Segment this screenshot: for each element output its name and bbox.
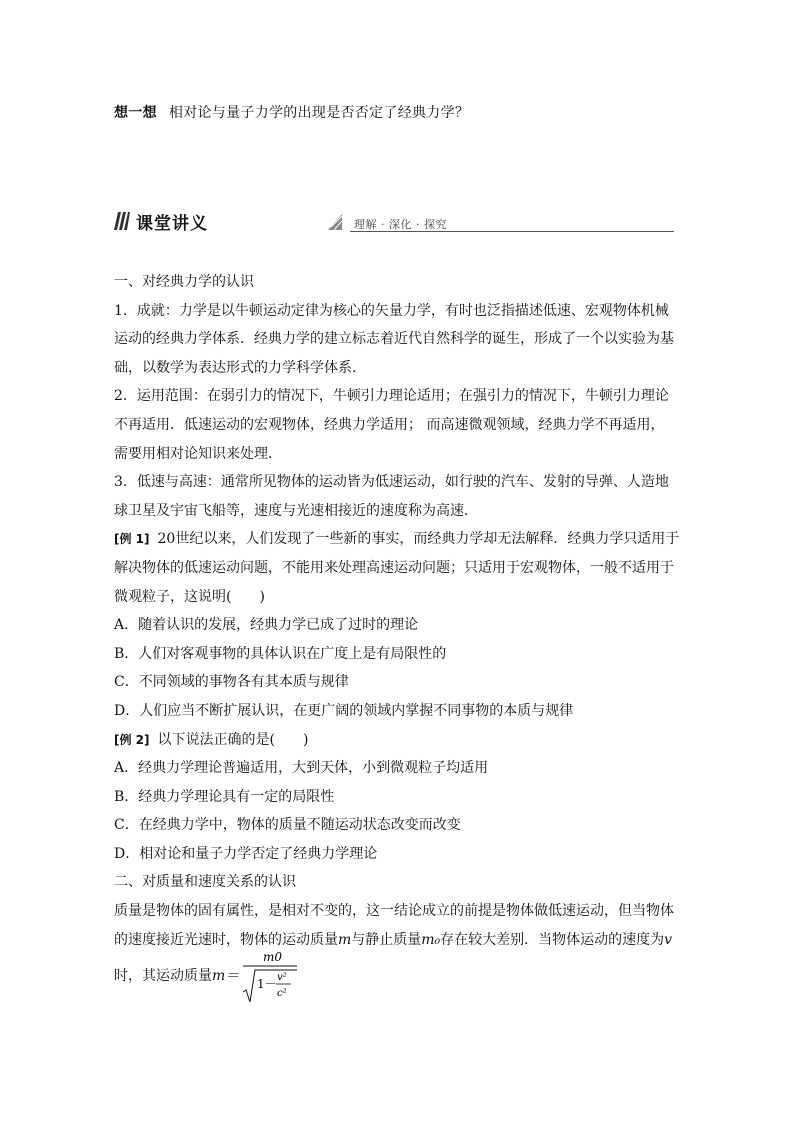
banner-subtitle: 理解 · 深化 · 探究 <box>354 218 447 231</box>
section2-heading: 二、对质量和速度关系的认识 <box>114 874 296 891</box>
example2-option-c: C．在经典力学中，物体的质量不随运动状态改变而改变 <box>114 817 461 834</box>
example1-option-c: C．不同领域的事物各有其本质与规律 <box>114 674 349 691</box>
example2-option-a: A．经典力学理论普遍适用，大到天体，小到微观粒子均适用 <box>114 760 489 777</box>
example1-stem-block <box>114 525 680 611</box>
banner-stripes-icon <box>114 212 130 230</box>
banner-rule <box>350 231 674 232</box>
var-m0: m₀ <box>421 931 441 948</box>
formula-den-num: v² <box>277 972 287 984</box>
section2-text-3: 存在较大差别．当物体运动的速度为 <box>440 931 665 948</box>
example2-stem: 以下说法正确的是( ) <box>157 731 309 748</box>
formula-den-one: 1－ <box>257 977 277 992</box>
example1-tag: [例 1] <box>114 532 150 547</box>
mass-formula <box>241 948 301 1004</box>
think-label: 想一想 <box>114 105 157 121</box>
example2-stem-block <box>114 726 680 755</box>
example2-option-b: B．经典力学理论具有一定的局限性 <box>114 788 335 805</box>
section2-text-2: 与静止质量 <box>351 931 422 948</box>
think-question-text: 相对论与量子力学的出现是否否定了经典力学？ <box>168 105 470 121</box>
example1-option-b: B．人们对客观事物的具体认识在广度上是有局限性的 <box>114 645 447 662</box>
example1-option-a: A．随着认识的发展，经典力学已成了过时的理论 <box>114 617 419 634</box>
mass-formula-row <box>114 948 680 1004</box>
formula-den-den: c² <box>277 988 287 1000</box>
formula-lead: 时，其运动质量 <box>114 967 212 984</box>
example1-option-d: D．人们应当不断扩展认识，在更广阔的领域内掌握不同事物的本质与规律 <box>114 702 574 719</box>
banner-triangle-icon <box>328 214 342 230</box>
formula-lhs: m＝ <box>212 967 240 984</box>
var-v: v <box>664 931 673 948</box>
lecture-content <box>114 268 680 1004</box>
example2-tag: [例 2] <box>114 732 150 747</box>
section1-heading: 一、对经典力学的认识 <box>114 274 254 290</box>
section1-item-3: 3．低速与高速：通常所见物体的运动皆为低速运动，如行驶的汽车、发射的导弹、人造地球卫星及宇宙飞船等，速度与光速相接近的速度称为高速． <box>114 474 669 519</box>
formula-numerator: m0 <box>263 950 283 965</box>
example2-option-d: D．相对论和量子力学否定了经典力学理论 <box>114 845 378 862</box>
banner-title: 课堂讲义 <box>136 214 208 234</box>
var-m: m <box>338 931 352 948</box>
section1-item-2: 2．运用范围：在弱引力的情况下，牛顿引力理论适用；在强引力的情况下，牛顿引力理论不再适用．低速运动的宏观物体，经典力学适用； 而高速微观领域，经典力学不再适用， 需要用相对论知识来处理． <box>114 388 669 462</box>
think-question <box>114 102 469 122</box>
example1-stem: 20世纪以来，人们发现了一些新的事实，而经典力学却无法解释．经典力学只适用于解决物体的低速运动问题，不能用来处理高速运动问题；只适用于宏观物体，一般不适用于微观粒子，这说明( ) <box>114 531 680 605</box>
section2-paragraph <box>114 897 680 954</box>
section1-item-1: 1．成就：力学是以牛顿运动定律为核心的矢量力学，有时也泛指描述低速、宏观物体机械运动的经典力学体系．经典力学的建立标志着近代自然科学的诞生，形成了一个以实验为基础，以数学为表达形式的力学科学体系． <box>114 302 674 376</box>
section2-text-1: 质量是物体的固有属性，是相对不变的，这一结论成立的前提是物体做低速运动，但当物体的速度接近光速时，物体的运动质量 <box>114 903 674 948</box>
section-banner <box>114 208 674 236</box>
